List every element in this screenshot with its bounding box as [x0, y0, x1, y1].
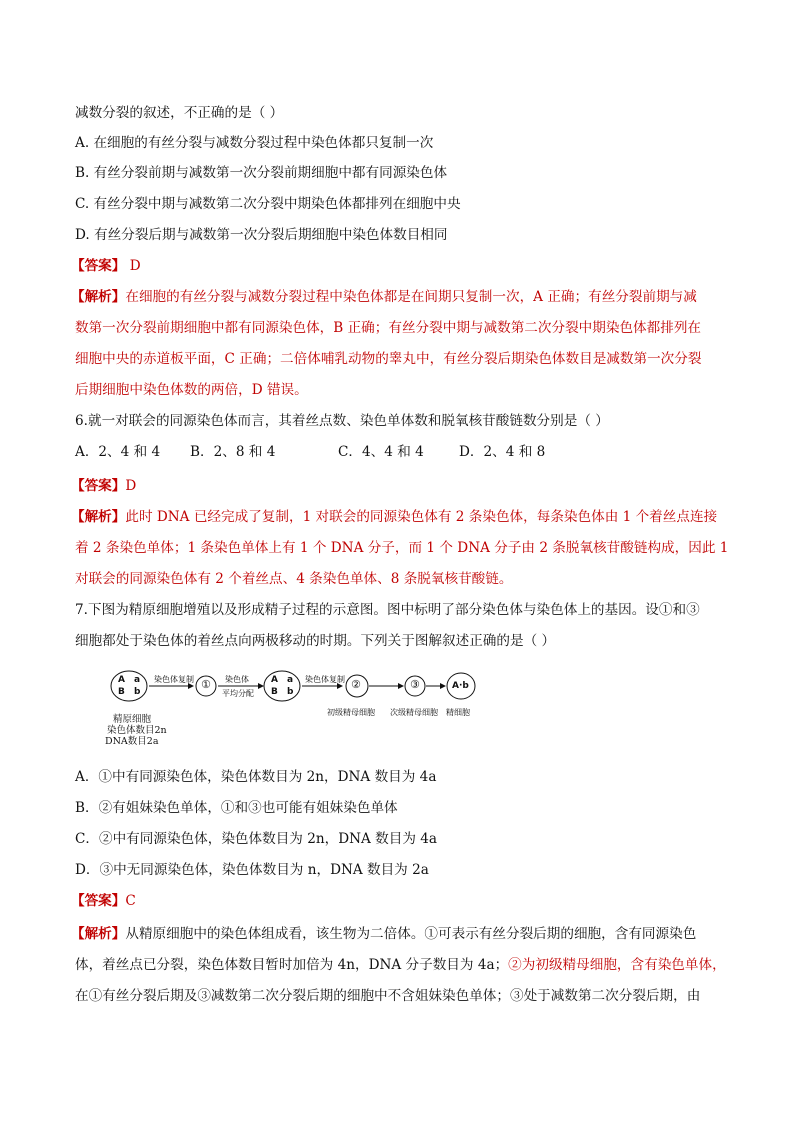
answer-value: C [125, 893, 136, 909]
sperm-genes: A·b [452, 681, 469, 691]
analysis-text: 从精原细胞中的染色体组成看，该生物为二倍体。①可表示有丝分裂后期的细胞，含有同源染色 [125, 926, 697, 942]
gene-b-label: B [271, 687, 278, 697]
q5-analysis-line [71, 287, 697, 307]
arrow-label-distribution: 平均分配 [222, 689, 254, 698]
answer-tag: 【答案】 [71, 893, 126, 909]
analysis-text: 在细胞的有丝分裂与减数分裂过程中染色体都是在间期只复制一次，A 正确；有丝分裂前期与减 [125, 289, 697, 305]
q5-option-d: D. 有丝分裂后期与减数第一次分裂后期细胞中染色体数目相同 [75, 227, 448, 243]
gene-a-lower-label: a [287, 675, 294, 685]
arrow-label-replication: 染色体复制 [154, 675, 194, 684]
q6-analysis-line [71, 507, 717, 527]
node-1: ① [201, 678, 211, 691]
spermatogenesis-diagram [105, 664, 485, 756]
gene-b-label: B [118, 687, 125, 697]
analysis-text: 体，着丝点已分裂，染色体数目暂时加倍为 4n，DNA 分子数目为 4a； [75, 957, 509, 973]
analysis-tag: 【解析】 [71, 509, 126, 525]
spermatogonium-info [105, 714, 167, 747]
q5-analysis-line: 细胞中央的赤道板平面，C 正确；二倍体哺乳动物的睾丸中，有丝分裂后期染色体数目是减数第一次分裂 [75, 351, 702, 367]
q5-stem: 减数分裂的叙述，不正确的是（ ） [75, 105, 284, 121]
q7-analysis-line: 在①有丝分裂后期及③减数第二次分裂后期的细胞中不含姐妹染色单体；③处于减数第二次分裂后期，由 [75, 988, 701, 1004]
q6-option-d: D．2、4 和 8 [459, 444, 546, 460]
q7-option-d: D．③中无同源染色体，染色体数目为 n，DNA 数目为 2a [75, 862, 429, 878]
q5-analysis-line: 数第一次分裂前期细胞中都有同源染色体，B 正确；有丝分裂中期与减数第二次分裂中期染色体都排列在 [75, 320, 702, 336]
q7-option-a: A．①中有同源染色体，染色体数目为 2n，DNA 数目为 4a [75, 769, 437, 785]
gene-b-lower-label: b [287, 687, 294, 697]
label-spermatid: 精细胞 [446, 708, 470, 717]
answer-tag: 【答案】 [71, 478, 126, 494]
q5-option-b: B. 有丝分裂前期与减数第一次分裂前期细胞中都有同源染色体 [75, 165, 448, 181]
arrow-label-chromosome: 染色体 [225, 675, 249, 684]
analysis-tag: 【解析】 [71, 289, 126, 305]
analysis-tag: 【解析】 [71, 926, 126, 942]
node-3: ③ [410, 678, 420, 691]
info-line: 染色体数目2n [107, 725, 167, 736]
q7-answer [71, 891, 136, 911]
arrow-label-replication: 染色体复制 [305, 675, 345, 684]
q6-option-a: A．2、4 和 4 [75, 444, 161, 460]
q7-option-c: C．②中有同源染色体，染色体数目为 2n，DNA 数目为 4a [75, 831, 438, 847]
gene-a-lower-label: a [134, 675, 141, 685]
q6-option-c: C．4、4 和 4 [338, 444, 424, 460]
q6-answer [71, 476, 136, 496]
analysis-text-highlight: ②为初级精母细胞，含有染色单体， [508, 957, 726, 973]
label-secondary-spermatocyte: 次级精母细胞 [390, 708, 438, 717]
q7-analysis-line [71, 924, 696, 944]
q7-analysis-line [75, 955, 726, 975]
answer-value: D [125, 258, 141, 274]
info-line: DNA数目2a [105, 736, 159, 747]
q7-option-b: B．②有姐妹染色单体，①和③也可能有姐妹染色单体 [75, 800, 398, 816]
label-primary-spermatocyte: 初级精母细胞 [327, 708, 375, 717]
gene-b-lower-label: b [134, 687, 141, 697]
q6-analysis-line: 着 2 条染色单体；1 条染色单体上有 1 个 DNA 分子，而 1 个 DNA 分子由 2 条脱氧核苷酸链构成，因此 1 [75, 540, 729, 556]
q5-answer [71, 256, 141, 276]
q5-option-a: A. 在细胞的有丝分裂与减数分裂过程中染色体都只复制一次 [75, 135, 434, 151]
node-2: ② [351, 678, 361, 691]
q6-stem: 6.就一对联会的同源染色体而言，其着丝点数、染色单体数和脱氧核苷酸链数分别是（ ） [75, 413, 609, 429]
q7-stem: 7.下图为精原细胞增殖以及形成精子过程的示意图。图中标明了部分染色体与染色体上的基因。设①和③ [75, 602, 700, 618]
answer-value: D [125, 478, 137, 494]
gene-a-label: A [271, 675, 278, 685]
answer-tag: 【答案】 [71, 258, 126, 274]
q6-option-b: B．2、8 和 4 [190, 444, 276, 460]
q5-analysis-line: 后期细胞中染色体数的两倍，D 错误。 [75, 382, 308, 398]
q7-stem: 细胞都处于染色体的着丝点向两极移动的时期。下列关于图解叙述正确的是（ ） [75, 633, 556, 649]
analysis-text: 此时 DNA 已经完成了复制，1 对联会的同源染色体有 2 条染色体，每条染色体由 1 个着丝点连接 [125, 509, 718, 525]
q6-analysis-line: 对联会的同源染色体有 2 个着丝点、4 条染色单体、8 条脱氧核苷酸链。 [75, 571, 513, 587]
info-line: 精原细胞 [113, 714, 152, 725]
q5-option-c: C. 有丝分裂中期与减数第二次分裂中期染色体都排列在细胞中央 [75, 196, 461, 212]
gene-a-label: A [118, 675, 125, 685]
